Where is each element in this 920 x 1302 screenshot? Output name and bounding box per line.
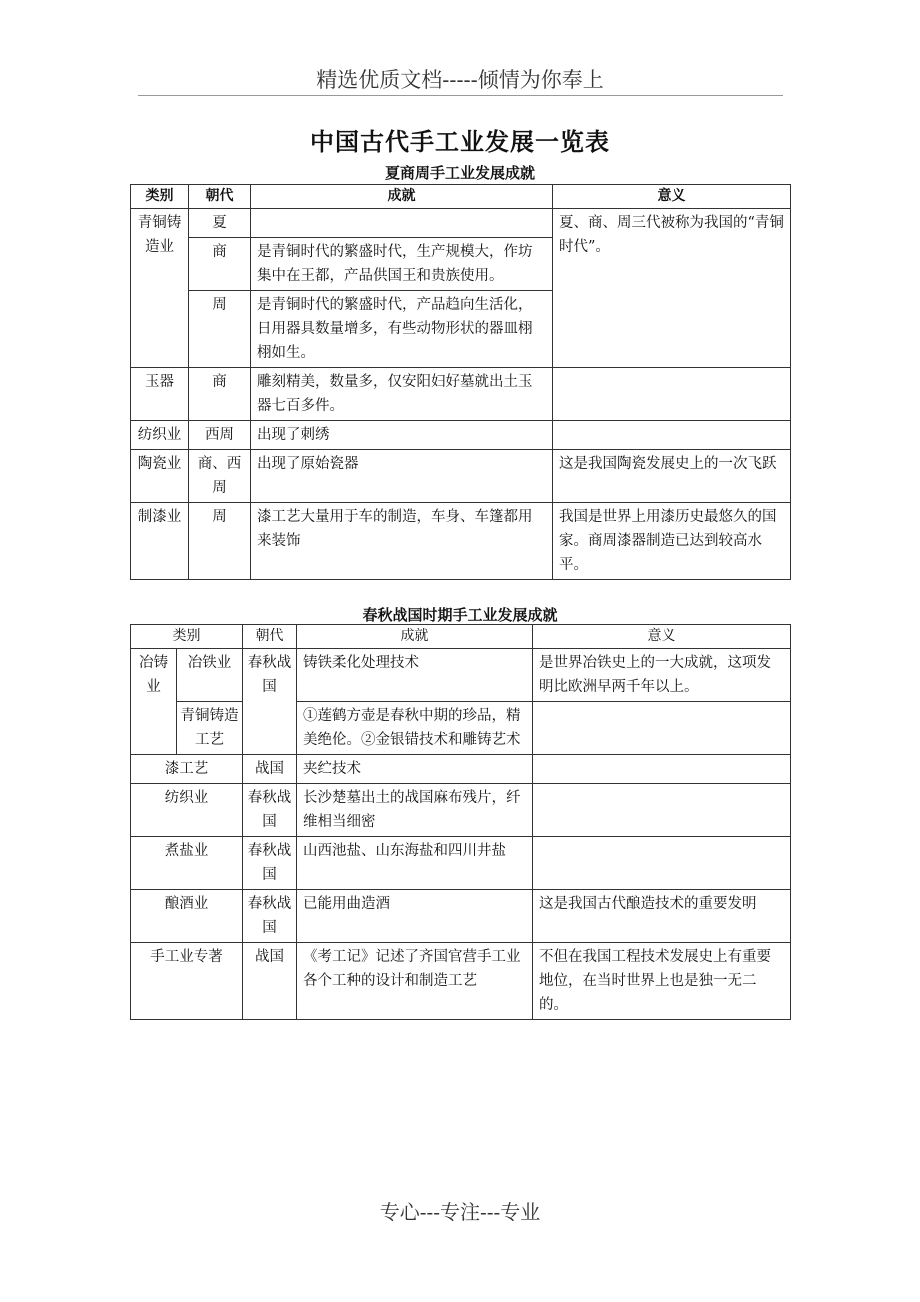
table-row xyxy=(131,368,791,421)
header-dynasty: 朝代 xyxy=(243,625,297,649)
category-cell: 纺织业 xyxy=(131,784,243,837)
subcategory-cell: 冶铁业 xyxy=(177,649,243,702)
significance-cell xyxy=(533,755,791,784)
achievement-cell: 雕刻精美，数量多，仅安阳妇好墓就出土玉器七百多件。 xyxy=(251,368,553,421)
header-achievement: 成就 xyxy=(297,625,533,649)
achievement-cell: 是青铜时代的繁盛时代，生产规模大，作坊集中在王都，产品供国王和贵族使用。 xyxy=(251,238,553,291)
achievement-cell: 铸铁柔化处理技术 xyxy=(297,649,533,702)
significance-cell: 是世界冶铁史上的一大成就，这项发明比欧洲早两千年以上。 xyxy=(533,649,791,702)
category-cell: 酿酒业 xyxy=(131,890,243,943)
significance-cell xyxy=(533,702,791,755)
category-cell: 手工业专著 xyxy=(131,943,243,1020)
table-row xyxy=(131,755,791,784)
header-divider xyxy=(138,95,783,96)
table-header-row xyxy=(131,185,791,209)
significance-cell xyxy=(533,837,791,890)
table-row xyxy=(131,421,791,450)
achievement-cell: 《考工记》记述了齐国官营手工业各个工种的设计和制造工艺 xyxy=(297,943,533,1020)
page-header: 精选优质文档-----倾情为你奉上 xyxy=(316,68,604,92)
category-cell: 陶瓷业 xyxy=(131,450,189,503)
category-cell: 制漆业 xyxy=(131,503,189,580)
significance-cell: 这是我国陶瓷发展史上的一次飞跃 xyxy=(553,450,791,503)
dynasty-cell: 春秋战国 xyxy=(243,890,297,943)
table-row xyxy=(131,837,791,890)
significance-cell: 不但在我国工程技术发展史上有重要地位，在当时世界上也是独一无二的。 xyxy=(533,943,791,1020)
header-category: 类别 xyxy=(131,185,189,209)
category-cell: 青铜铸造业 xyxy=(131,209,189,368)
table1-caption: 夏商周手工业发展成就 xyxy=(384,164,535,182)
header-achievement: 成就 xyxy=(251,185,553,209)
table-row xyxy=(131,450,791,503)
achievement-cell: 出现了原始瓷器 xyxy=(251,450,553,503)
category-cell: 纺织业 xyxy=(131,421,189,450)
table-row xyxy=(131,702,791,755)
dynasty-cell: 春秋战国 xyxy=(243,837,297,890)
table-row xyxy=(131,209,791,238)
achievement-cell: 已能用曲造酒 xyxy=(297,890,533,943)
significance-cell: 这是我国古代酿造技术的重要发明 xyxy=(533,890,791,943)
achievement-cell: ①莲鹤方壶是春秋中期的珍品，精美绝伦。②金银错技术和雕铸艺术 xyxy=(297,702,533,755)
dynasty-cell: 西周 xyxy=(189,421,251,450)
header-significance: 意义 xyxy=(533,625,791,649)
table-row xyxy=(131,649,791,702)
category-cell: 煮盐业 xyxy=(131,837,243,890)
achievement-cell: 出现了刺绣 xyxy=(251,421,553,450)
achievement-cell: 是青铜时代的繁盛时代，产品趋向生活化，日用器具数量增多，有些动物形状的器皿栩栩如生。 xyxy=(251,291,553,368)
spring-autumn-warring-states-table xyxy=(130,624,791,1020)
achievement-cell xyxy=(251,209,553,238)
xia-shang-zhou-table xyxy=(130,184,791,580)
header-significance: 意义 xyxy=(553,185,791,209)
page-footer: 专心---专注---专业 xyxy=(379,1200,541,1224)
subcategory-cell: 青铜铸造工艺 xyxy=(177,702,243,755)
dynasty-cell: 商、西周 xyxy=(189,450,251,503)
dynasty-cell: 战国 xyxy=(243,755,297,784)
table-header-row xyxy=(131,625,791,649)
significance-cell xyxy=(553,421,791,450)
dynasty-cell: 春秋战国 xyxy=(243,649,297,755)
header-category: 类别 xyxy=(131,625,243,649)
document-title: 中国古代手工业发展一览表 xyxy=(310,128,610,156)
dynasty-cell: 春秋战国 xyxy=(243,784,297,837)
achievement-cell: 山西池盐、山东海盐和四川井盐 xyxy=(297,837,533,890)
significance-cell xyxy=(553,368,791,421)
dynasty-cell: 周 xyxy=(189,291,251,368)
table-row xyxy=(131,943,791,1020)
significance-cell xyxy=(533,784,791,837)
dynasty-cell: 商 xyxy=(189,368,251,421)
table-row xyxy=(131,890,791,943)
dynasty-cell: 战国 xyxy=(243,943,297,1020)
achievement-cell: 漆工艺大量用于车的制造，车身、车篷都用来装饰 xyxy=(251,503,553,580)
achievement-cell: 夹纻技术 xyxy=(297,755,533,784)
significance-cell: 夏、商、周三代被称为我国的“青铜时代”。 xyxy=(553,209,791,368)
category-cell: 漆工艺 xyxy=(131,755,243,784)
header-dynasty: 朝代 xyxy=(189,185,251,209)
category-cell: 玉器 xyxy=(131,368,189,421)
significance-cell: 我国是世界上用漆历史最悠久的国家。商周漆器制造已达到较高水平。 xyxy=(553,503,791,580)
dynasty-cell: 周 xyxy=(189,503,251,580)
dynasty-cell: 商 xyxy=(189,238,251,291)
dynasty-cell: 夏 xyxy=(189,209,251,238)
achievement-cell: 长沙楚墓出土的战国麻布残片，纤维相当细密 xyxy=(297,784,533,837)
table2-caption: 春秋战国时期手工业发展成就 xyxy=(362,606,558,624)
table-row xyxy=(131,784,791,837)
category-cell: 冶铸业 xyxy=(131,649,177,755)
table-row xyxy=(131,503,791,580)
